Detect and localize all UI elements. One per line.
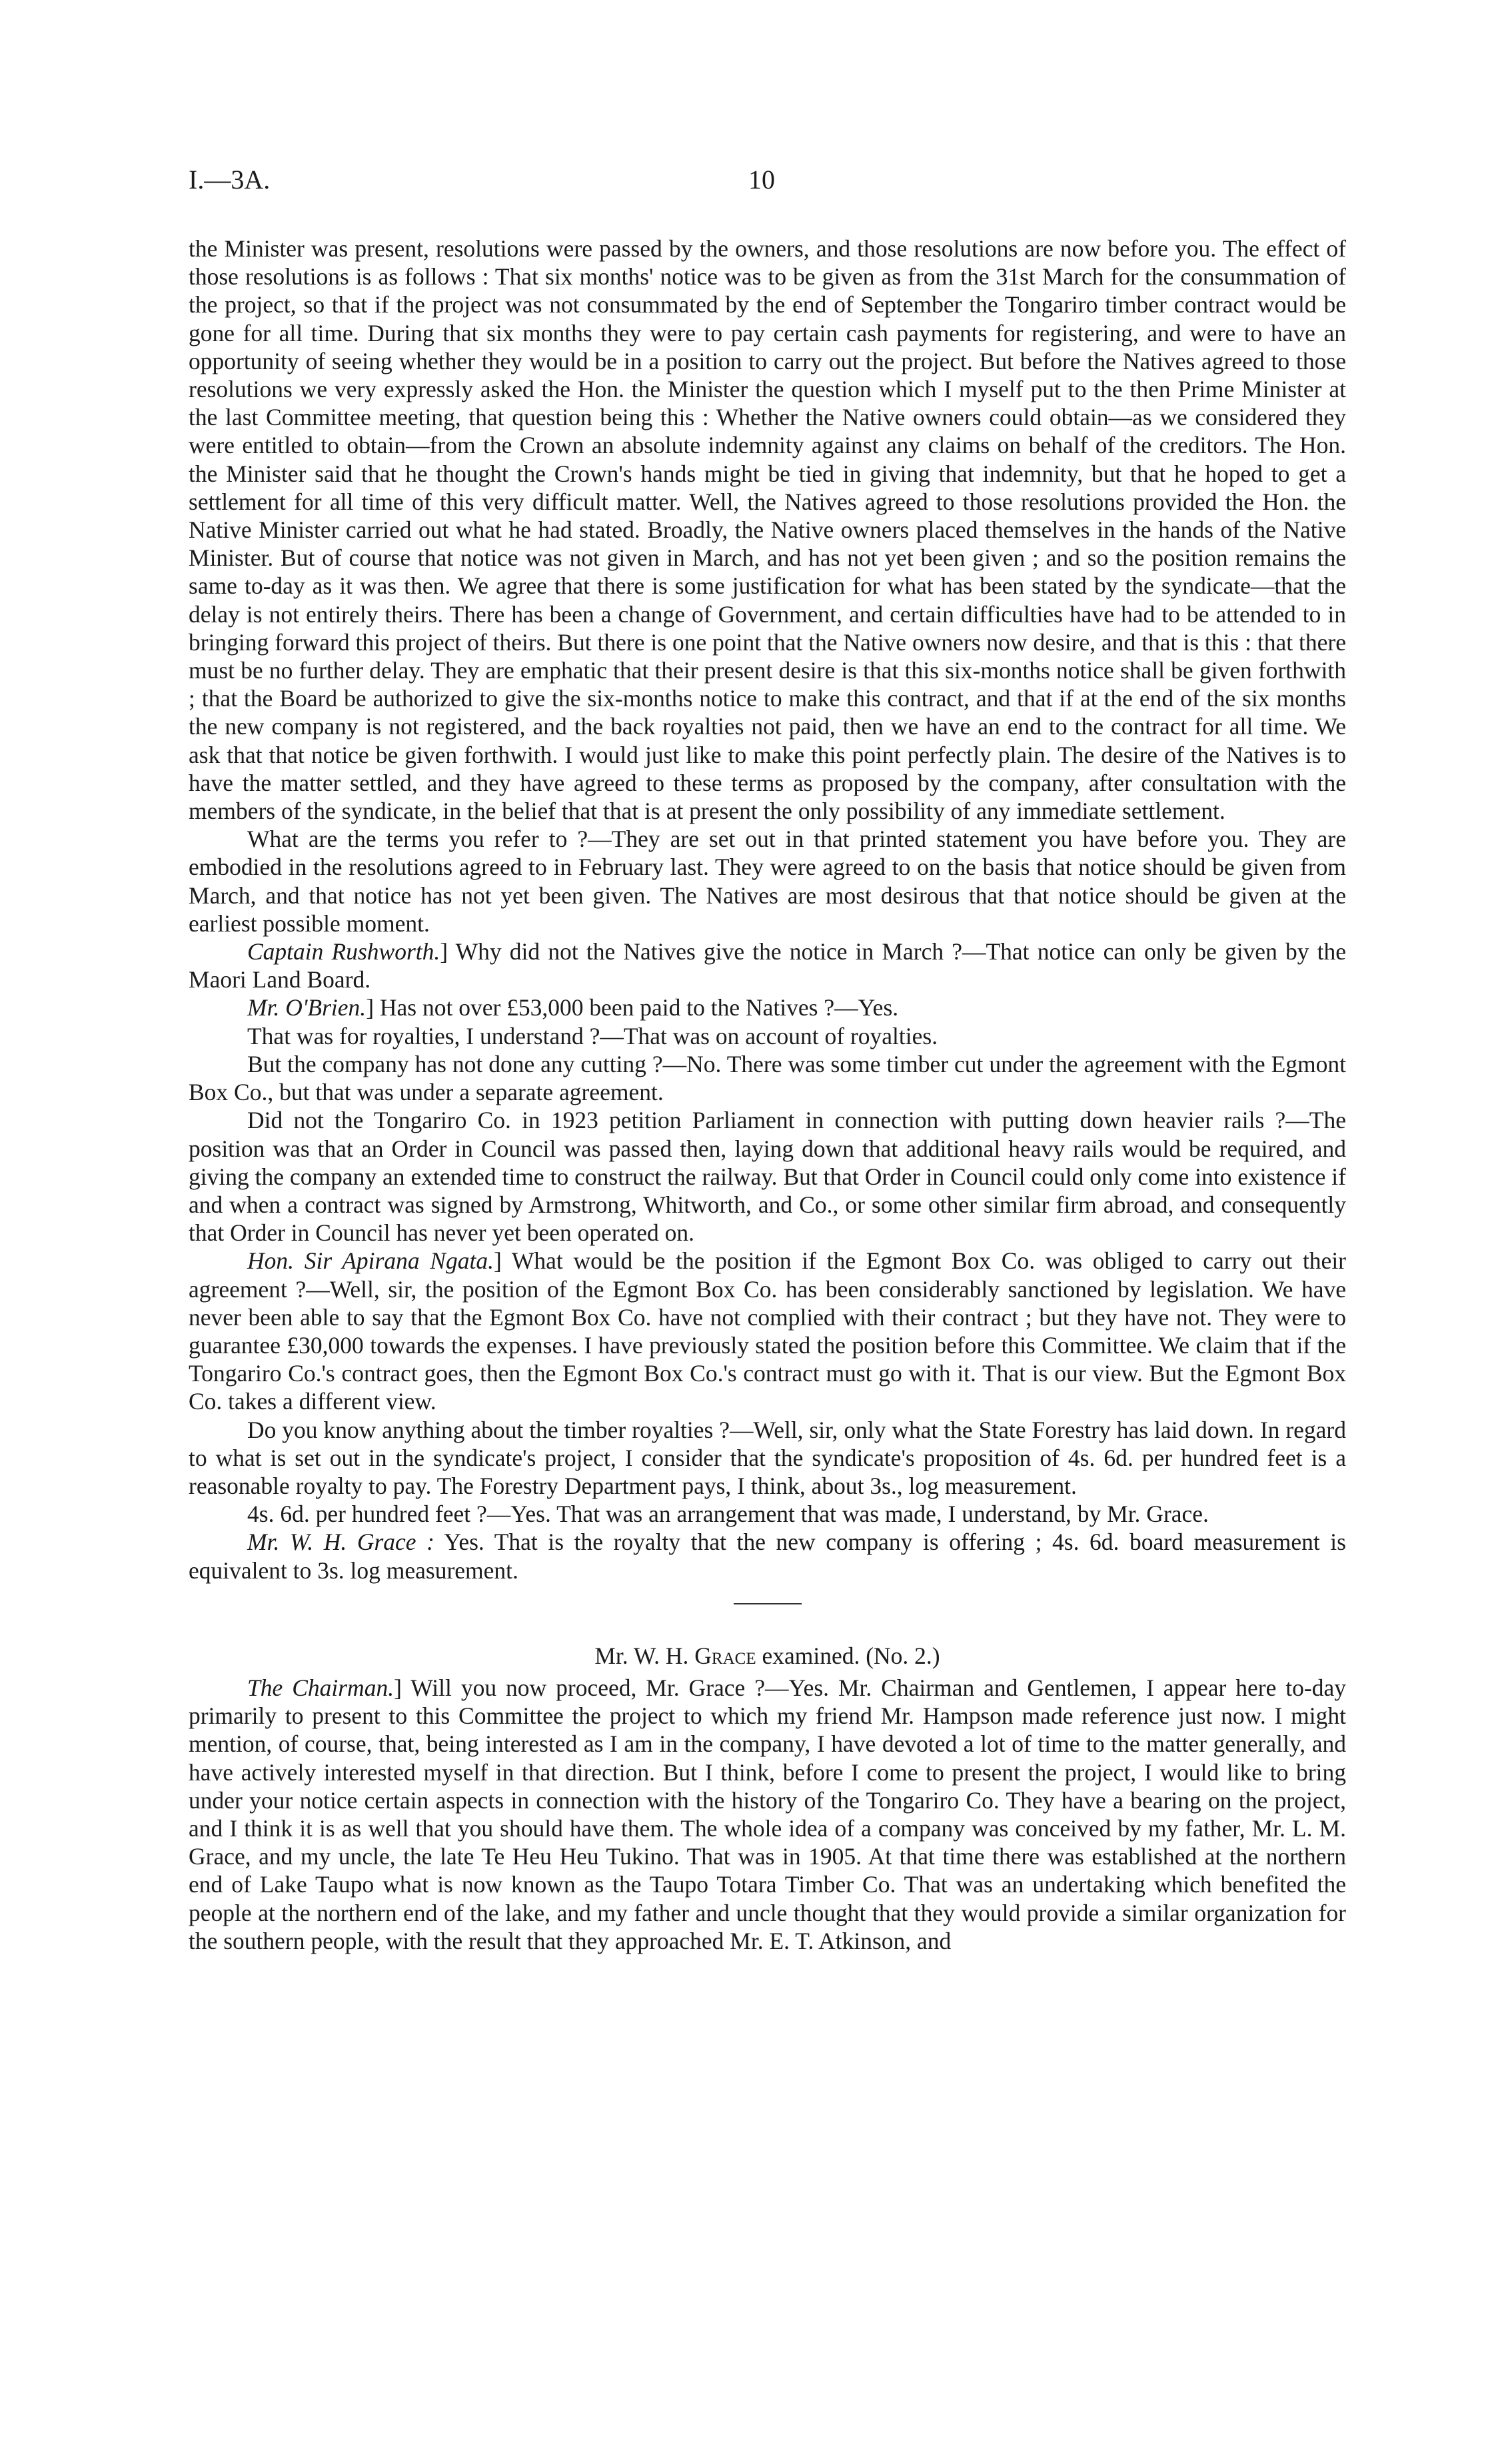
running-header — [189, 164, 1335, 204]
speaker-name: Captain Rushworth. — [247, 938, 440, 965]
paragraph: Did not the Tongariro Co. in 1923 petition Parliament in connection with putting down heavier rails ?—The position was that an Order in Council was passed then, laying down that additional heavy rails would be required, and giving the company an extended time to construct the railway. But that Order in Council could only come into existence if and when a contract was signed by Armstrong, Whitworth, and Co., or some other similar firm abroad, and consequently that Order in Council has never yet been operated on. — [189, 1107, 1346, 1247]
paragraph-text: ] Has not over £53,000 been paid to the Natives ?—Yes. — [366, 994, 899, 1021]
body-text — [189, 235, 1346, 1955]
speaker-name: Mr. W. H. Grace : — [247, 1529, 434, 1556]
section-divider — [734, 1603, 802, 1604]
witness-name: Grace — [694, 1642, 756, 1669]
speaker-name: Mr. O'Brien. — [247, 994, 367, 1021]
paragraph: That was for royalties, I understand ?—That was on account of royalties. — [247, 1022, 938, 1049]
paragraph-text: ] Why did not the Natives give the notice in March ?—That notice can only be given by the Maori Land Board. — [189, 938, 1346, 993]
paragraph: 4s. 6d. per hundred feet ?—Yes. That was an arrangement that was made, I understand, by Mr. Grace. — [247, 1501, 1209, 1528]
document-reference: I.—3A. — [189, 165, 271, 195]
section-heading — [189, 1642, 1346, 1670]
paragraph-text: Yes. That is the royalty that the new company is offering ; 4s. 6d. board measurement is equivalent to 3s. log measurement. — [189, 1529, 1346, 1584]
paragraph — [189, 993, 1346, 1021]
heading-suffix: examined. (No. 2.) — [756, 1642, 940, 1669]
speaker-name: The Chairman. — [247, 1674, 394, 1701]
paragraph: the Minister was present, resolutions were passed by the owners, and those resolutions are now before you. The effect of those resolutions is as follows : That six months' notice was to be given as from the 31st March for the consummation of the project, so that if the project was not consummated by the end of September the Tongariro timber contract would be gone for all time. During that six months they were to pay certain cash payments for registering, and were to have an opportunity of seeing whether they would be in a position to carry out the project. But before the Natives agreed to those resolutions we very expressly asked the Hon. the Minister the question which I myself put to the then Prime Minister at the last Committee meeting, that question being this : Whether the Native owners could obtain—as we considered they were entitled to obtain—from the Crown an absolute indemnity against any claims on behalf of the creditors. The Hon. the Minister said that he thought the Crown's hands might be tied in giving that indemnity, but that he hoped to get a settlement for all time of this very difficult matter. Well, the Natives agreed to those resolutions provided the Hon. the Native Minister carried out what he had stated. Broadly, the Native owners placed themselves in the hands of the Native Minister. But of course that notice was not given in March, and has not yet been given ; and so the position remains the same to-day as it was then. We agree that there is some justification for what has been stated by the syndicate—that the delay is not entirely theirs. There has been a change of Government, and certain difficulties have had to be attended to in bringing forward this project of theirs. But there is one point that the Native owners now desire, and that is this : that there must be no further delay. They are emphatic that their present desire is that this six-months notice shall be given forthwith ; that the Board be authorized to give the six-months notice to make this contract, and that if at the end of the six months the new company is not registered, and the back royalties not paid, then we have an end to the contract for all time. We ask that that notice be given forthwith. I would just like to make this point perfectly plain. The desire of the Natives is to have the matter settled, and they have agreed to these terms as proposed by the company, after consultation with the members of the syndicate, in the belief that that is at present the only possibility of any immediate settlement. — [189, 235, 1346, 825]
paragraph-text: ] What would be the position if the Egmont Box Co. was obliged to carry out their agreement ?—Well, sir, the position of the Egmont Box Co. has been considerably sanctioned by legislation. We have never been able to say that the Egmont Box Co. have not complied with their contract ; but they have not. They were to guarantee £30,000 towards the expenses. I have previously stated the position before this Committee. We claim that if the Tongariro Co.'s contract goes, then the Egmont Box Co.'s contract must go with it. That is our view. But the Egmont Box Co. takes a different view. — [189, 1247, 1346, 1415]
paragraph-text: ] Will you now proceed, Mr. Grace ?—Yes. Mr. Chairman and Gentlemen, I appear here to-day primarily to present to this Committee the project to which my friend Mr. Hampson made reference just now. I might mention, of course, that, being interested as I am in the company, I have devoted a lot of time to the matter generally, and have actively interested myself in that direction. But I think, before I come to present the project, I would like to bring under your notice certain aspects in connection with the history of the Tongariro Co. They have a bearing on the project, and I think it is as well that you should have them. The whole idea of a company was conceived by my father, Mr. L. M. Grace, and my uncle, the late Te Heu Heu Tukino. That was in 1905. At that time there was established at the northern end of Lake Taupo what is now known as the Taupo Totara Timber Co. That was an undertaking which benefited the people at the northern end of the lake, and my father and uncle thought that they would provide a similar organization for the southern people, with the result that they approached Mr. E. T. Atkinson, and — [189, 1674, 1346, 1954]
speaker-name: Hon. Sir Apirana Ngata. — [247, 1247, 494, 1275]
paragraph: What are the terms you refer to ?—They are set out in that printed statement you have before you. They are embodied in the resolutions agreed to in February last. They were agreed to on the basis that notice should be given from March, and that notice has not yet been given. The Natives are most desirous that that notice should be given at the earliest possible moment. — [189, 826, 1346, 937]
page-number: 10 — [748, 165, 775, 195]
paragraph — [189, 937, 1346, 993]
paragraph: But the company has not done any cutting ?—No. There was some timber cut under the agreement with the Egmont Box Co., but that was under a separate agreement. — [189, 1050, 1346, 1106]
paragraph — [189, 1528, 1346, 1584]
heading-prefix: Mr. W. H. — [594, 1642, 695, 1669]
paragraph — [189, 1674, 1346, 1955]
paragraph — [189, 1247, 1346, 1415]
paragraph: Do you know anything about the timber royalties ?—Well, sir, only what the State Forestry has laid down. In regard to what is set out in the syndicate's project, I consider that the syndicate's proposition of 4s. 6d. per hundred feet is a reasonable royalty to pay. The Forestry Department pays, I think, about 3s., log measurement. — [189, 1416, 1346, 1499]
